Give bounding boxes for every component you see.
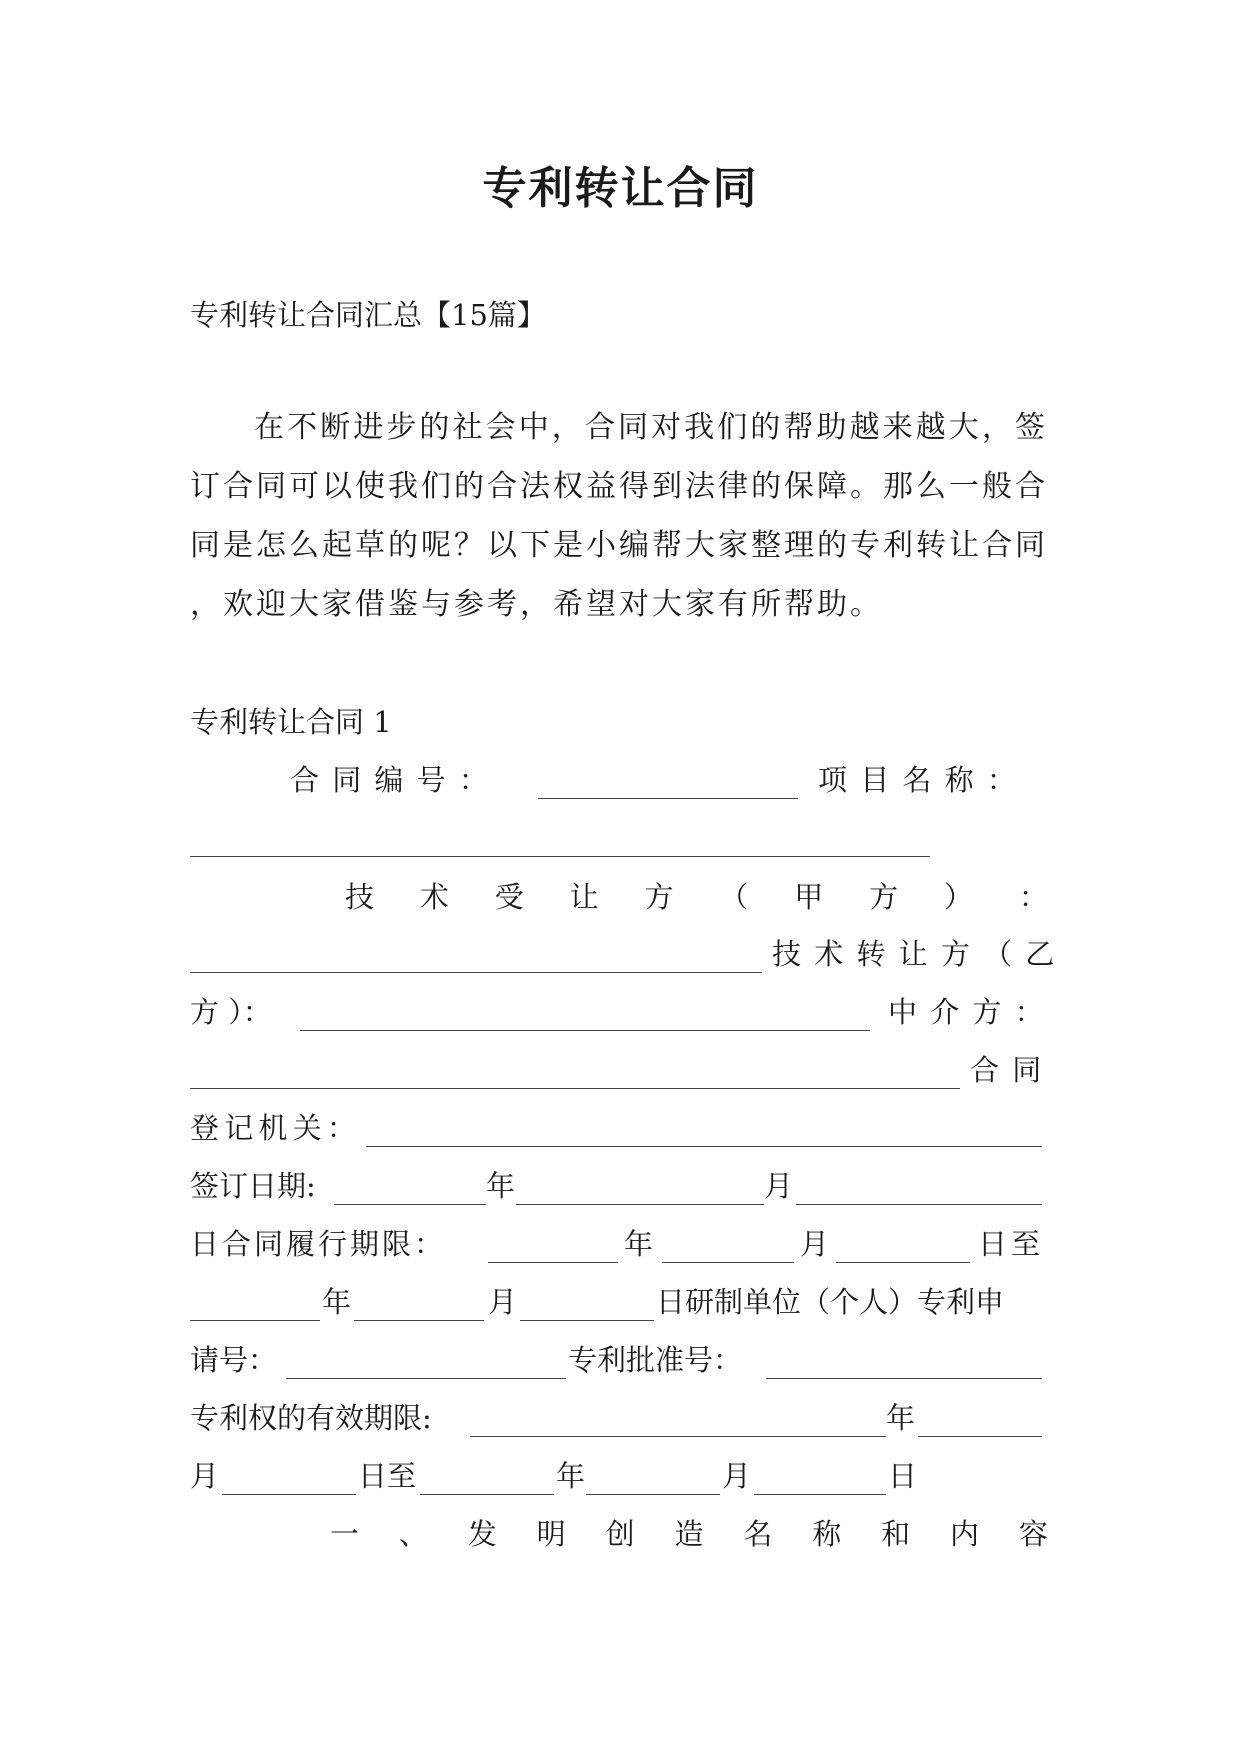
validity-end-day-blank [754, 1468, 886, 1495]
validity-label: 专利权的有效期限: [190, 1401, 432, 1435]
sign-date-label: 签订日期: [190, 1169, 316, 1203]
project-name-label: 项 目 名 称 ： [818, 763, 1018, 797]
registry-label: 合 同 [970, 1053, 1044, 1087]
heading-char: 称 [812, 1517, 842, 1551]
validity-year-label: 年 [886, 1401, 916, 1435]
validity-month-blank [918, 1410, 1042, 1437]
term-month-blank [662, 1236, 794, 1263]
section-heading-invention [190, 1514, 1048, 1554]
validity-month-label: 月 [190, 1459, 220, 1493]
term-month-label: 月 [800, 1227, 830, 1261]
validity-day-blank [222, 1468, 356, 1495]
validity-end-month-label: 月 [722, 1459, 752, 1493]
party-a-char: ： [1018, 880, 1048, 914]
approval-no-blank [766, 1352, 1042, 1379]
validity-end-year-label: 年 [556, 1459, 586, 1493]
approval-no-label: 专利批准号： [568, 1343, 743, 1377]
party-a-char: 甲 [794, 880, 824, 914]
agent-blank [190, 1062, 960, 1089]
term-end-day-blank [520, 1294, 654, 1321]
heading-char: 内 [950, 1517, 980, 1551]
term-end-month-blank [354, 1294, 484, 1321]
party-a-char: （ [719, 880, 749, 914]
heading-char: 一 [330, 1517, 360, 1551]
validity-end-year-blank [420, 1468, 554, 1495]
party-a-label [190, 877, 1048, 917]
sign-day-blank [796, 1178, 1042, 1205]
party-b-label: 技 术 转 让 方 （ 乙 [772, 937, 1057, 971]
term-end-year-label: 年 [322, 1285, 352, 1319]
party-a-char: 让 [569, 880, 599, 914]
sign-year-blank [334, 1178, 486, 1205]
contract-no-label: 合 同 编 号 ： [290, 763, 490, 797]
heading-char: 名 [743, 1517, 773, 1551]
dev-unit-label: 日研制单位（个人）专利申 [656, 1285, 1005, 1319]
validity-end-month-blank [586, 1468, 720, 1495]
party-a-char: 方 [644, 880, 674, 914]
registry-label-cont: 登 记 机 关 ： [190, 1111, 354, 1145]
party-a-char: 术 [419, 880, 449, 914]
party-a-char: 技 [345, 880, 375, 914]
term-year-label: 年 [624, 1227, 654, 1261]
heading-char: 明 [536, 1517, 566, 1551]
agent-label: 中 介 方 ： [888, 995, 1046, 1029]
heading-char: 造 [674, 1517, 704, 1551]
validity-end-day-label: 日 [888, 1459, 918, 1493]
document-subtitle: 专利转让合同汇总【15篇】 [190, 298, 546, 332]
heading-char: 、 [398, 1517, 428, 1551]
party-a-char: 受 [494, 880, 524, 914]
section-heading-1: 专利转让合同 1 [190, 705, 392, 739]
sign-month-label: 月 [764, 1169, 794, 1203]
heading-char: 容 [1018, 1517, 1048, 1551]
party-b-label-cont: 方 ）： [190, 995, 272, 1029]
term-end-year-blank [190, 1294, 320, 1321]
document-title: 专利转让合同 [482, 163, 759, 214]
project-name-blank [190, 830, 930, 857]
term-year-blank [488, 1236, 618, 1263]
heading-char: 创 [605, 1517, 635, 1551]
intro-paragraph: 在不断进步的社会中，合同对我们的帮助越来越大，签订合同可以使我们的合法权益得到法律的保障。那么一般合同是怎么起草的呢？以下是小编帮大家整理的专利转让合同 ，欢迎大家借鉴与参考，希望对大家有所帮助。 [190, 410, 1048, 622]
sign-month-blank [516, 1178, 764, 1205]
registry-blank [366, 1120, 1042, 1147]
party-a-char: 方 [869, 880, 899, 914]
party-a-blank [190, 946, 762, 973]
term-to-label: 日至 [978, 1227, 1045, 1261]
term-end-month-label: 月 [488, 1285, 518, 1319]
contract-no-blank [538, 772, 798, 799]
heading-char: 发 [467, 1517, 497, 1551]
app-no-blank [286, 1352, 566, 1379]
term-label: 日合同履行期限： [190, 1227, 447, 1261]
validity-blank [470, 1410, 886, 1437]
sign-year-label: 年 [486, 1169, 516, 1203]
app-no-label: 请号： [190, 1343, 278, 1377]
party-b-blank [300, 1004, 870, 1031]
validity-to-label: 日至 [358, 1459, 417, 1493]
party-a-char: ） [944, 880, 974, 914]
heading-char: 和 [881, 1517, 911, 1551]
term-day-blank [836, 1236, 970, 1263]
